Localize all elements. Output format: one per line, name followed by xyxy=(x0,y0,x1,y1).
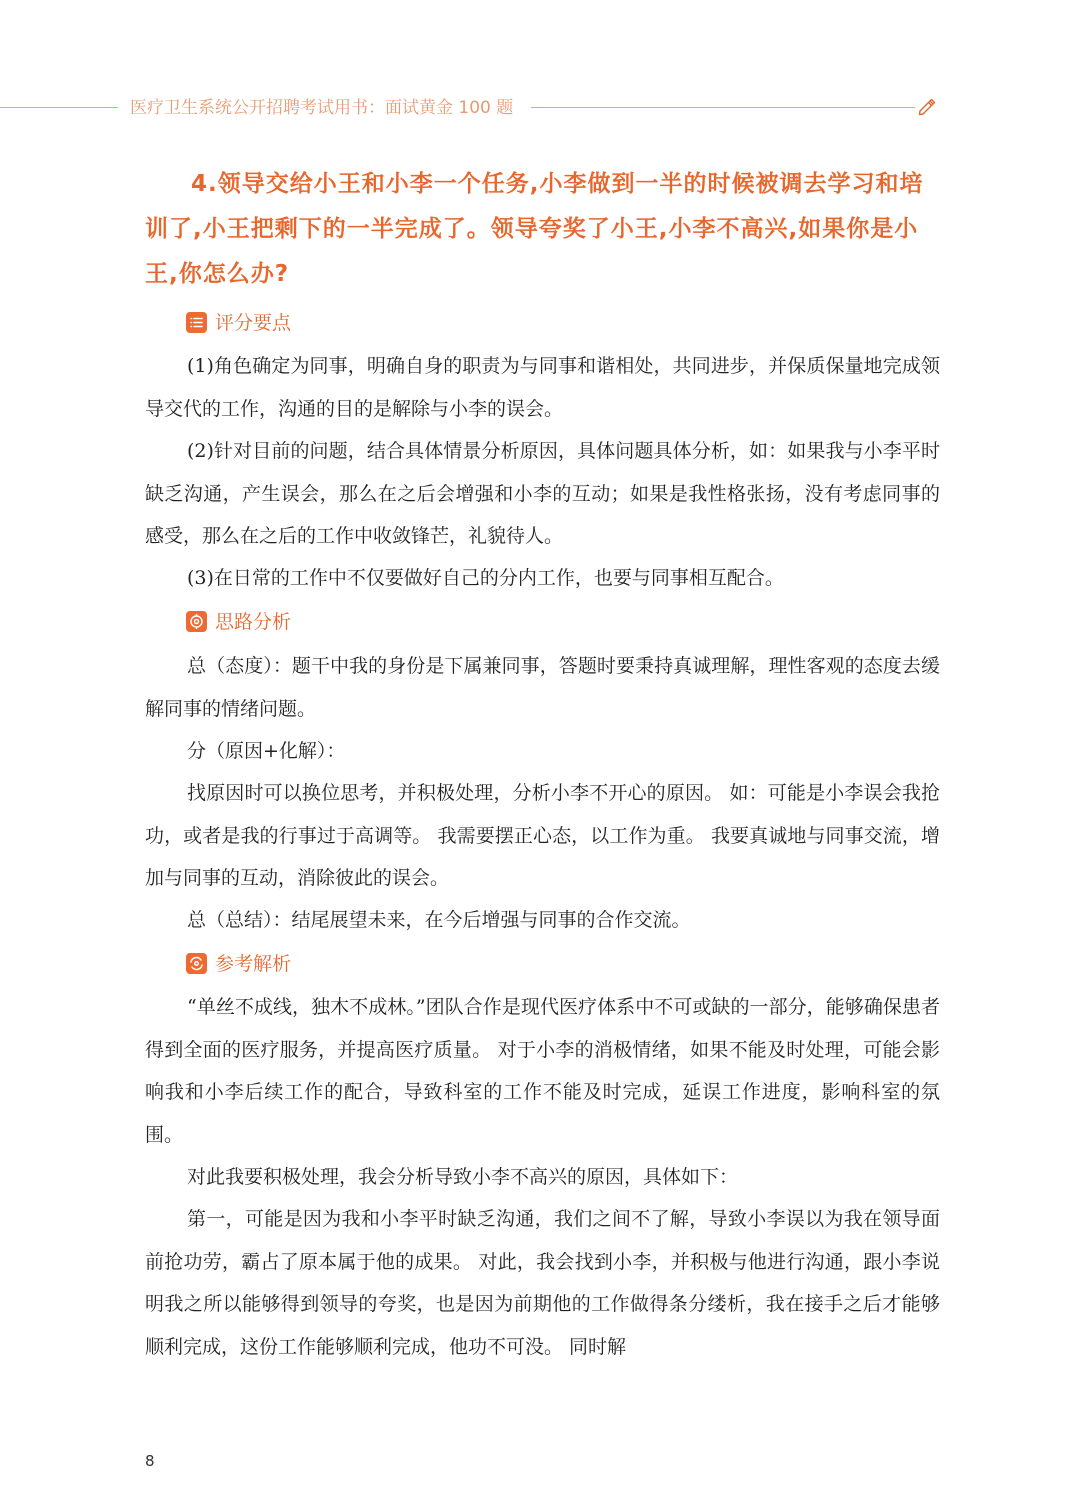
section-title-thinking: 思路分析 xyxy=(215,611,292,633)
section-heading-thinking xyxy=(186,607,291,637)
paragraph: (3)在日常的工作中不仅要做好自己的分内工作，也要与同事相互配合。 xyxy=(187,567,784,589)
paragraph: 找原因时可以换位思考，并积极处理，分析小李不开心的原因。 如：可能是小李误会我抢功，或者是我的行事过于高调等。 我需要摆正心态，以工作为重。 我要真诚地与同事交流，增加与同事的互动，消除彼此的误会。 xyxy=(145,782,940,889)
header-rule-left xyxy=(0,107,118,108)
section-heading-scoring xyxy=(186,308,291,338)
analysis-icon xyxy=(186,953,207,974)
paragraph: 分（原因+化解）： xyxy=(187,740,346,762)
paragraph: 总（总结）：结尾展望未来，在今后增强与同事的合作交流。 xyxy=(187,909,691,931)
pencil-icon xyxy=(916,96,938,118)
page-number: 8 xyxy=(145,1452,155,1470)
running-header xyxy=(0,94,1080,122)
paragraph: 对此我要积极处理，我会分析导致小李不高兴的原因，具体如下： xyxy=(187,1166,739,1188)
paragraph: 第一，可能是因为我和小李平时缺乏沟通，我们之间不了解，导致小李误以为我在领导面前抢功劳，霸占了原本属于他的成果。 对此，我会找到小李，并积极与他进行沟通，跟小李说明我之所以能够得到领导的夸奖，也是因为前期他的工作做得条分缕析，我在接手之后才能够顺利完成，这份工作能够顺利完成，他功不可没。 同时解 xyxy=(145,1208,940,1358)
paragraph: (1)角色确定为同事，明确自身的职责为与同事和谐相处，共同进步，并保质保量地完成领导交代的工作，沟通的目的是解除与小李的误会。 xyxy=(145,355,940,420)
question-title: 4.领导交给小王和小李一个任务,小李做到一半的时候被调去学习和培训了,小王把剩下的一半完成了。领导夸奖了小王,小李不高兴,如果你是小王,你怎么办? xyxy=(145,171,924,287)
list-icon xyxy=(186,312,207,333)
idea-icon xyxy=(186,611,207,632)
header-rule-right xyxy=(531,107,915,108)
section-title-scoring: 评分要点 xyxy=(215,312,292,334)
section-title-reference: 参考解析 xyxy=(215,953,292,975)
section-heading-reference xyxy=(186,949,291,979)
paragraph: “单丝不成线，独木不成林。”团队合作是现代医疗体系中不可或缺的一部分，能够确保患者得到全面的医疗服务，并提高医疗质量。 对于小李的消极情绪，如果不能及时处理，可能会影响我和小李后续工作的配合，导致科室的工作不能及时完成，延误工作进度，影响科室的氛围。 xyxy=(145,996,940,1146)
paragraph: (2)针对目前的问题，结合具体情景分析原因，具体问题具体分析，如：如果我与小李平时缺乏沟通，产生误会，那么在之后会增强和小李的互动；如果是我性格张扬，没有考虑同事的感受，那么在之后的工作中收敛锋芒，礼貌待人。 xyxy=(145,440,940,547)
header-title: 医疗卫生系统公开招聘考试用书：面试黄金 100 题 xyxy=(130,98,514,118)
paragraph: 总（态度）：题干中我的身份是下属兼同事，答题时要秉持真诚理解，理性客观的态度去缓解同事的情绪问题。 xyxy=(145,655,940,720)
